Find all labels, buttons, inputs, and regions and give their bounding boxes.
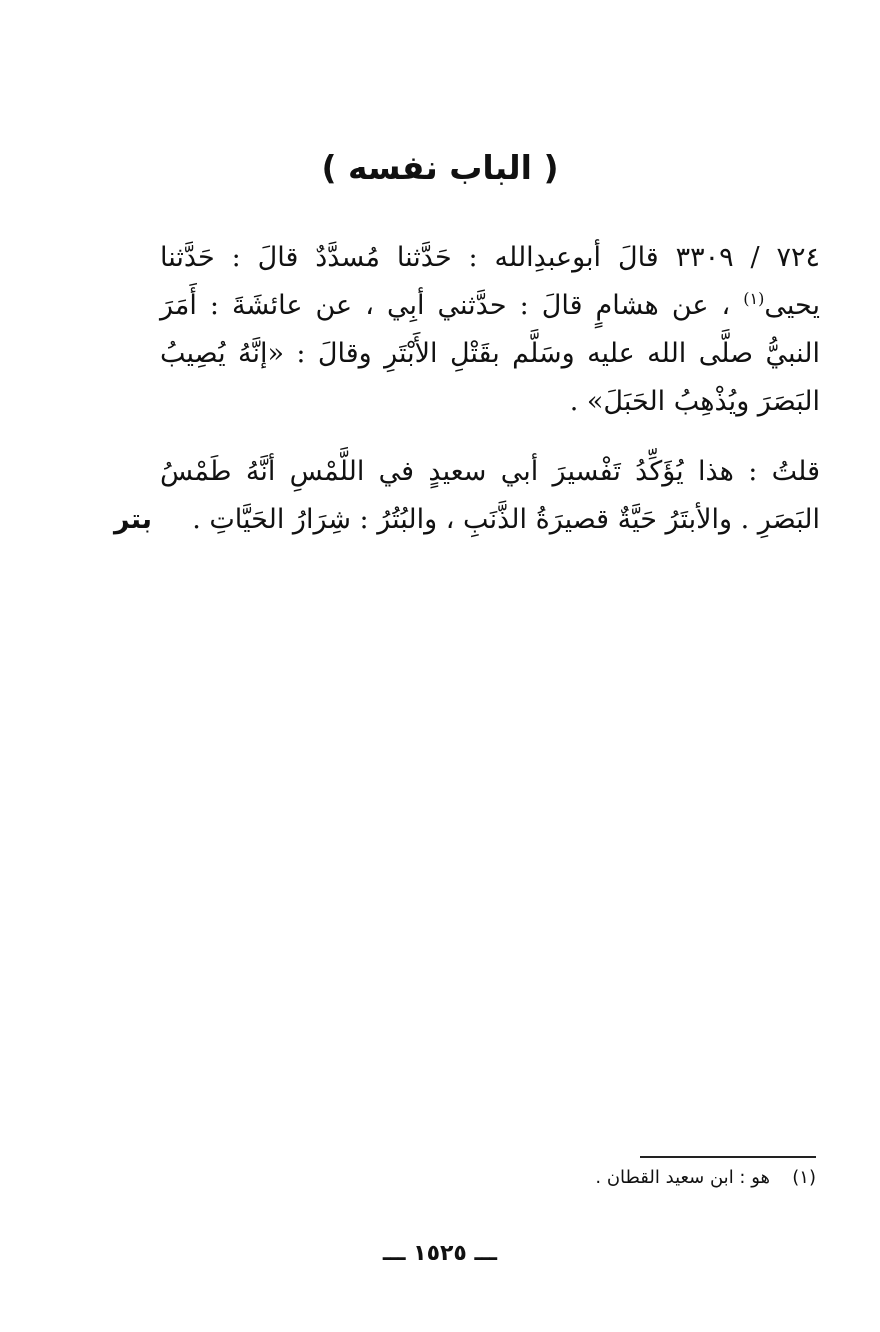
commentary-paragraph: قلتُ : هذا يُؤَكِّدُ تَفْسيرَ أبي سعيدٍ في اللَّمْسِ أنَّهُ طَمْسُ البَصَرِ . والأبتَرُ حَيَّةٌ قصيرَةُ الذَّنَبِ ، والبُتُرُ : شِرَارُ الحَيَّاتِ . [160,456,820,535]
hadith-paragraph [160,234,820,426]
footnote-reference: (١) [743,289,765,308]
margin-keyword: بتر [114,504,152,535]
footnote-number: (١) [792,1167,816,1188]
chapter-heading: ( الباب نفسه ) [321,148,559,187]
hadith-matn-text: ، عن هشامٍ قالَ : حدَّثني أبِي ، عن عائشَةَ : أَمَرَ النبيُّ صلَّى الله عليه وسَلَّم بقَتْلِ الأَبْتَرِ وقالَ : «إنَّهُ يُصِيبُ البَصَرَ ويُذْهِبُ الحَبَلَ» . [160,290,820,417]
footnote-text: هو : ابن سعيد القطان . [595,1167,770,1188]
hadith-isnad-text: ٧٢٤ / ٣٣٠٩ قالَ أبوعبدِالله : حَدَّثنا مُسدَّدٌ قالَ : حَدَّثنا يحيى [160,242,820,321]
footnote-divider [640,1156,816,1158]
page-number: ـــ ١٥٢٥ ـــ [382,1241,498,1266]
footnote [400,1162,816,1194]
